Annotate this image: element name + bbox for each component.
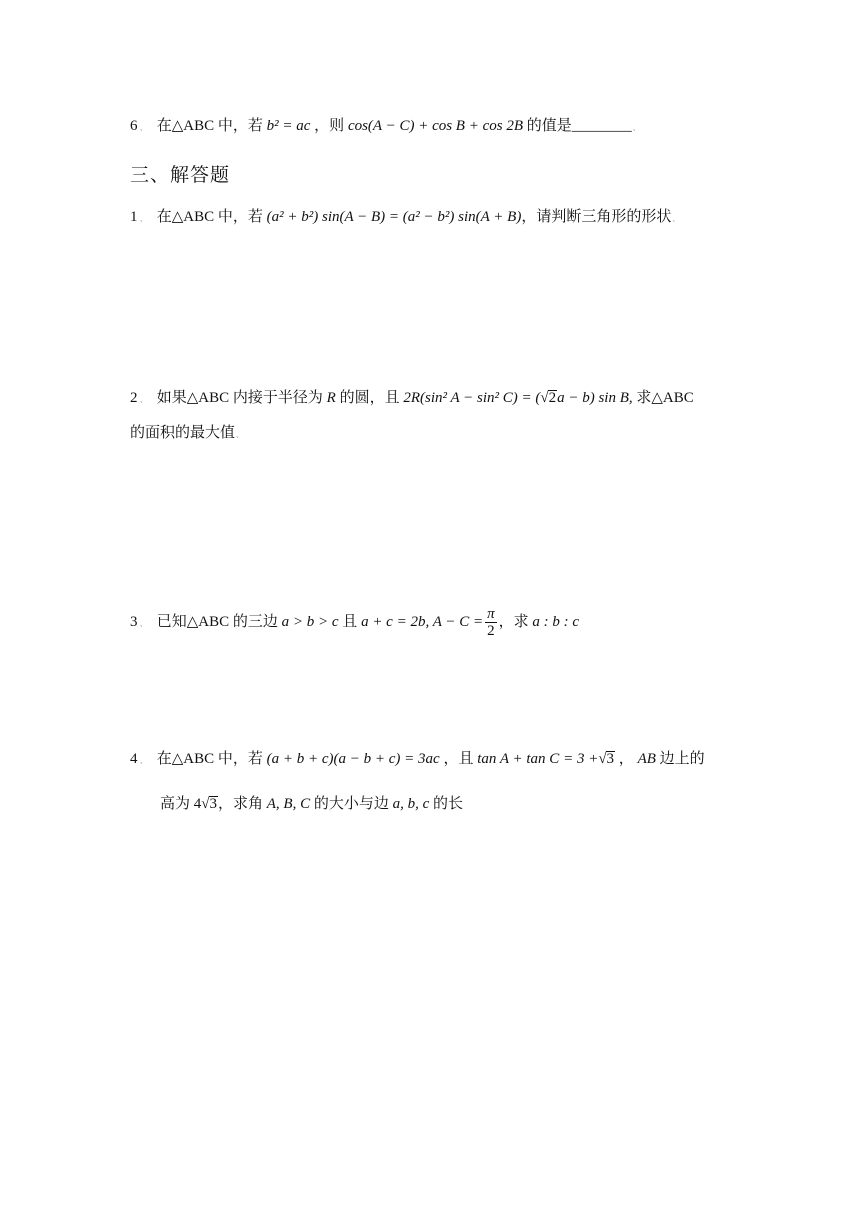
problem-4-continuation: [160, 794, 463, 814]
problem-number: 3: [130, 614, 138, 630]
math-expression: a > b > c: [281, 614, 339, 630]
problem-text: ，: [618, 751, 634, 767]
math-number: 4: [193, 796, 202, 812]
math-expression: a + c = 2b, A − C =: [361, 614, 484, 630]
sqrt-symbol: √: [201, 796, 210, 812]
fraction: [485, 606, 497, 639]
problem-text: 的圆，且: [339, 390, 400, 406]
list-marker: 、: [140, 124, 147, 132]
problem-3: [130, 604, 579, 642]
problem-number: 1: [130, 209, 138, 225]
math-expression: a, b, c: [392, 796, 430, 812]
math-variable: R: [326, 390, 336, 406]
math-expression: tan A + tan C = 3 +: [477, 751, 599, 767]
question-text: ，则: [314, 118, 345, 134]
sqrt-symbol: √: [540, 390, 549, 406]
problem-text: ，求: [498, 614, 529, 630]
math-expression: a : b : c: [532, 614, 580, 630]
problem-text: ，请判断三角形的形状: [521, 209, 672, 225]
problem-text: 且: [342, 614, 358, 630]
list-marker: 、: [140, 215, 147, 223]
paragraph-mark: 、: [236, 431, 244, 439]
problem-text: 已知△ABC 的三边: [156, 614, 278, 630]
problem-2: [130, 388, 694, 410]
problem-2-continuation: [130, 423, 243, 445]
math-expression: A, B, C: [266, 796, 311, 812]
problem-text: 的大小与边: [313, 796, 389, 812]
paragraph-mark: 、: [632, 124, 640, 132]
problem-4: [130, 749, 705, 771]
problem-text: ，求角: [218, 796, 264, 812]
math-expression: AB: [637, 751, 656, 767]
problem-text: 在△ABC 中，若: [156, 209, 263, 225]
section-heading: 三、解答题: [130, 165, 231, 186]
question-number: 6: [130, 118, 138, 134]
sqrt-symbol: √: [598, 751, 607, 767]
fraction-denominator: 2: [487, 623, 495, 640]
list-marker: 、: [140, 757, 147, 765]
question-text: 在△ABC 中，若: [156, 118, 263, 134]
problem-text: ，且: [443, 751, 474, 767]
problem-text: 的长: [433, 796, 464, 812]
math-expression: (a + b + c)(a − b + c) = 3ac: [266, 751, 440, 767]
problem-text: 在△ABC 中，若: [156, 751, 263, 767]
sqrt-radicand: 3: [209, 796, 217, 812]
math-expression: 2R(sin² A − sin² C) = (: [403, 390, 541, 406]
math-expression: cos(A − C) + cos B + cos 2B: [347, 118, 524, 134]
math-expression: a − b) sin B,: [557, 390, 633, 406]
sqrt-radicand: 3: [606, 751, 615, 767]
problem-text: 边上的: [659, 751, 705, 767]
fraction-numerator: π: [487, 606, 495, 623]
problem-1: [130, 207, 679, 229]
problem-text: 如果△ABC 内接于半径为: [156, 390, 323, 406]
list-marker: 、: [140, 396, 147, 404]
math-expression: b² = ac: [266, 118, 311, 134]
list-marker: 、: [140, 620, 147, 628]
problem-text: 的面积的最大值: [130, 425, 236, 441]
math-expression: (a² + b²) sin(A − B) = (a² − b²) sin(A + B): [266, 209, 522, 225]
sqrt-radicand: 2: [548, 390, 557, 406]
paragraph-mark: 、: [672, 215, 680, 223]
question-6: [130, 116, 640, 138]
problem-text: 高为: [160, 796, 191, 812]
problem-number: 2: [130, 390, 138, 406]
question-text: 的值是________: [526, 118, 632, 134]
problem-number: 4: [130, 751, 138, 767]
problem-text: 求△ABC: [636, 390, 694, 406]
